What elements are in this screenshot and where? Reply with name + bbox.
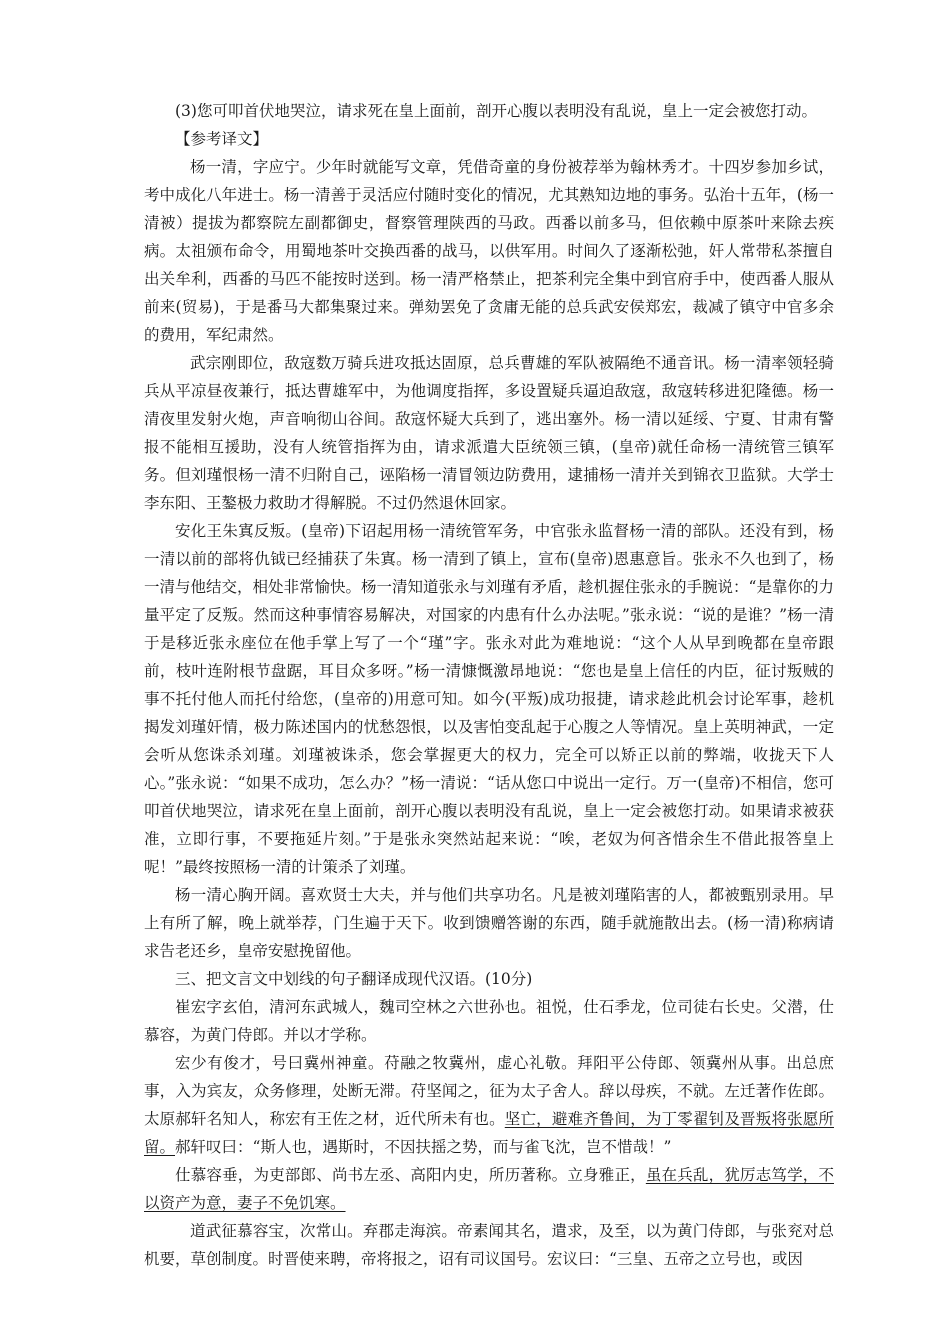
paragraph-3-text-before: 仕慕容垂，为吏部郎、尚书左丞、高阳内史，所历著称。立身雅正，: [175, 1166, 646, 1184]
underlined-sentence-2: 虽在兵乱，犹厉志笃学，不以资产为意，妻子不免饥寒。: [144, 1166, 834, 1212]
classical-text-paragraph-1: 崔宏字玄伯，清河东武城人，魏司空林之六世孙也。祖悦，仕石季龙，位司徒右长史。父潜，仕慕容，为黄门侍郎。并以才学称。: [144, 998, 834, 1044]
section-3-heading: 三、把文言文中划线的句子翻译成现代汉语。(10分): [175, 970, 533, 988]
answer-3: (3)您可叩首伏地哭泣，请求死在皇上面前，剖开心腹以表明没有乱说，皇上一定会被您打动。: [175, 102, 817, 120]
translation-paragraph-2: 武宗刚即位，敌寇数万骑兵进攻抵达固原，总兵曹雄的军队被隔绝不通音讯。杨一清率领轻骑兵从平凉昼夜兼行，抵达曹雄军中，为他调度指挥，多设置疑兵逼迫敌寇，敌寇转移进犯隆德。杨一清夜里发射火炮，声音响彻山谷间。敌寇怀疑大兵到了，逃出塞外。杨一清以延绥、宁夏、甘肃有警报不能相互援助，没有人统管指挥为由，请求派遣大臣统领三镇，(皇帝)就任命杨一清统管三镇军务。但刘瑾恨杨一清不归附自己，诬陷杨一清冒领边防费用，逮捕杨一清并关到锦衣卫监狱。大学士李东阳、王鏊极力救助才得解脱。不过仍然退休回家。: [144, 354, 834, 512]
translation-paragraph-4: 杨一清心胸开阔。喜欢贤士大夫，并与他们共享功名。凡是被刘瑾陷害的人，都被甄别录用。早上有所了解，晚上就举荐，门生遍于天下。收到馈赠答谢的东西，随手就施散出去。(杨一清)称病请求告老还乡，皇帝安慰挽留他。: [144, 886, 834, 960]
translation-paragraph-3: 安化王朱寘反叛。(皇帝)下诏起用杨一清统管军务，中官张永监督杨一清的部队。还没有到，杨一清以前的部将仇钺已经捕获了朱寘。杨一清到了镇上，宣布(皇帝)恩惠意旨。张永不久也到了，杨一清与他结交，相处非常愉快。杨一清知道张永与刘瑾有矛盾，趁机握住张永的手腕说：“是靠你的力量平定了反叛。然而这种事情容易解决，对国家的内患有什么办法呢。”张永说：“说的是谁？”杨一清于是移近张永座位在他手掌上写了一个“瑾”字。张永对此为难地说：“这个人从早到晚都在皇帝跟前，枝叶连附根节盘踞，耳目众多呀。”杨一清慷慨激昂地说：“您也是皇上信任的内臣，征讨叛贼的事不托付他人而托付给您，(皇帝的)用意可知。如今(平叛)成功报捷，请求趁此机会讨论军事，趁机揭发刘瑾奸情，极力陈述国内的忧愁怨恨，以及害怕变乱起于心腹之人等情况。皇上英明神武，一定会听从您诛杀刘瑾。刘瑾被诛杀，您会掌握更大的权力，完全可以矫正以前的弊端，收拢天下人心。”张永说：“如果不成功，怎么办？”杨一清说：“话从您口中说出一定行。万一(皇帝)不相信，您可叩首伏地哭泣，请求死在皇上面前，剖开心腹以表明没有乱说，皇上一定会被您打动。如果请求被获准，立即行事，不要拖延片刻。”于是张永突然站起来说：“唉，老奴为何吝惜余生不借此报答皇上呢！”最终按照杨一清的计策杀了刘瑾。: [144, 522, 834, 876]
translation-paragraph-1: 杨一清，字应宁。少年时就能写文章，凭借奇童的身份被荐举为翰林秀才。十四岁参加乡试，考中成化八年进士。杨一清善于灵活应付随时变化的情况，尤其熟知边地的事务。弘治十五年，(杨一清被）提拔为都察院左副都御史，督察管理陕西的马政。西番以前多马，但依赖中原茶叶来除去疾病。太祖颁布命令，用蜀地茶叶交换西番的战马，以供军用。时间久了逐渐松弛，奸人常带私茶擅自出关牟利，西番的马匹不能按时送到。杨一清严格禁止，把茶利完全集中到官府手中，使西番人服从前来(贸易)，于是番马大都集聚过来。弹劾罢免了贪庸无能的总兵武安侯郑宏，裁减了镇守中官多余的费用，军纪肃然。: [144, 158, 834, 344]
reference-translation-heading: 【参考译文】: [175, 130, 269, 148]
classical-text-paragraph-4: 道武征慕容宝，次常山。弃郡走海滨。帝素闻其名，遣求，及至，以为黄门侍郎，与张兖对总机要，草创制度。时晋使来聘，帝将报之，诏有司议国号。宏议曰：“三皇、五帝之立号也，或因: [144, 1222, 834, 1268]
paragraph-2-text-before: 宏少有俊才，号曰冀州神童。苻融之牧冀州，虚心礼敬。拜阳平公侍郎、领冀州从事。出总庶事，入为宾友，众务修理，处断无滞。苻坚闻之，征为太子舍人。辞以母疾，不就。左迁著作佐郎。太原郝轩名知人，称宏有王佐之材，近代所未有也。: [144, 1054, 834, 1128]
classical-text-paragraph-2: [144, 1049, 834, 1161]
document-body: [144, 97, 834, 1273]
paragraph-2-text-after: 郝轩叹曰：“斯人也，遇斯时，不因扶摇之势，而与雀飞沈，岂不惜哉！”: [175, 1138, 672, 1156]
underlined-sentence-1: 坚亡，避难齐鲁间，为丁零翟钊及晋叛将张愿所留。: [144, 1110, 834, 1156]
classical-text-paragraph-3: [144, 1161, 834, 1217]
